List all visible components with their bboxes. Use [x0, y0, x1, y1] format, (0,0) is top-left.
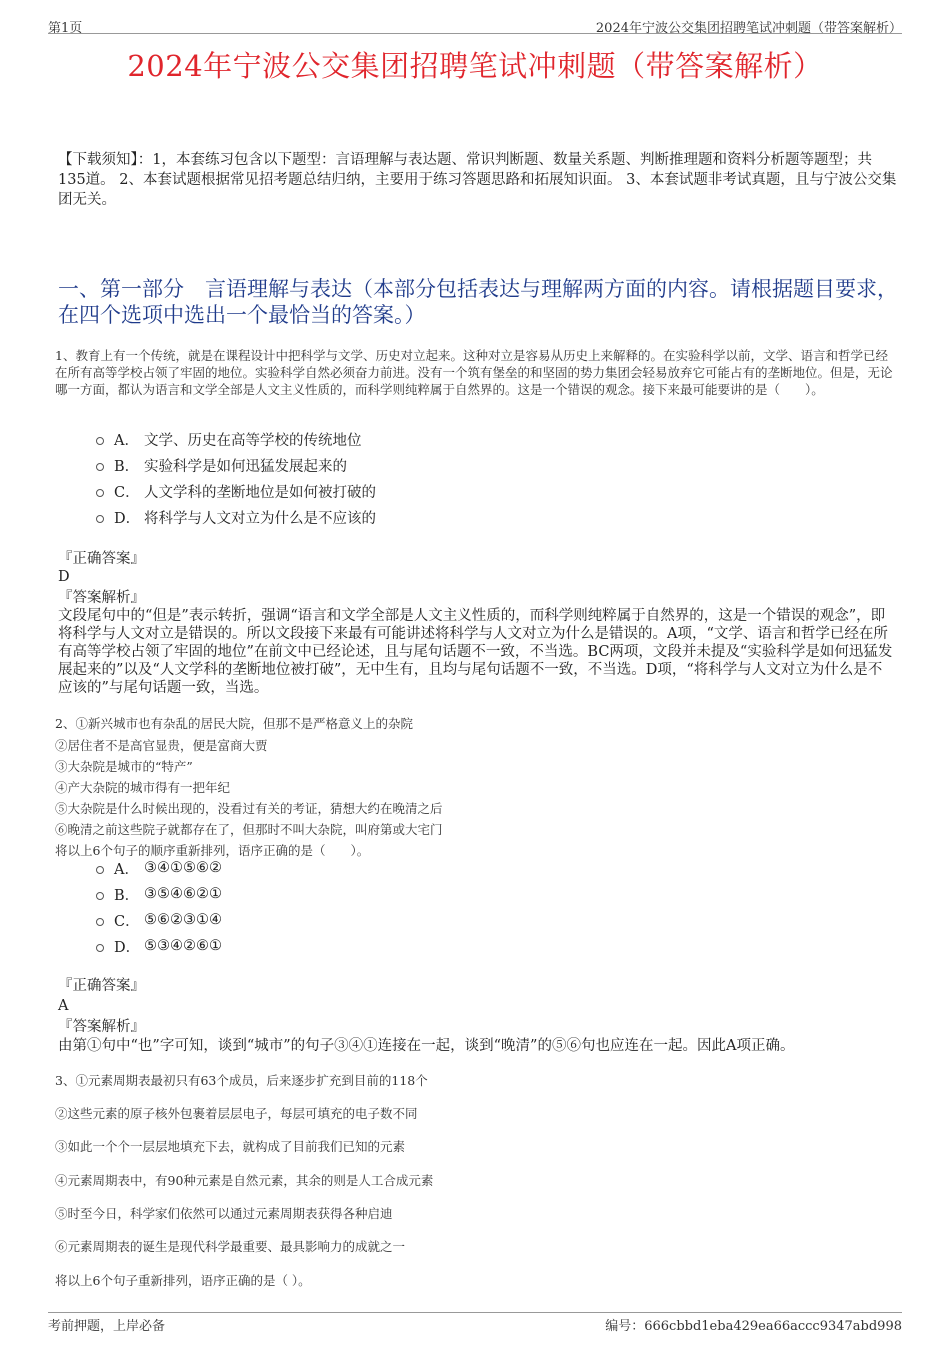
option-text: 将科学与人文对立为什么是不应该的 — [144, 510, 376, 527]
question-2-line: ④产大杂院的城市得有一把年纪 — [55, 780, 231, 795]
option-text: ③④①⑤⑥② — [144, 860, 222, 876]
option-key: B． — [114, 887, 140, 904]
answer-value: D — [58, 569, 70, 585]
question-3-prompt: 将以上6个句子重新排列，语序正确的是（ ）。 — [55, 1273, 311, 1288]
answer-value: A — [58, 998, 69, 1014]
option-b[interactable] — [96, 881, 696, 907]
option-c[interactable] — [96, 478, 696, 504]
option-key: D． — [114, 510, 141, 527]
option-text: ⑤③④②⑥① — [144, 938, 222, 954]
option-b[interactable] — [96, 452, 696, 478]
question-3-line: ③如此一个个一层层地填充下去，就构成了目前我们已知的元素 — [55, 1139, 406, 1154]
download-notice: 【下载须知】：1，本套练习包含以下题型：言语理解与表达题、常识判断题、数量关系题、判断推理题和资料分析题等题型；共135道。 2、本套试题根据常见招考题总结归纳，主要用于练习答题思路和拓展知识面。 3、本套试题非考试真题，且与宁波公交集团无关。 — [58, 152, 897, 208]
option-text: ③⑤④⑥②① — [144, 886, 222, 902]
radio-icon[interactable] — [96, 918, 104, 926]
option-text: 文学、历史在高等学校的传统地位 — [144, 432, 362, 449]
explanation-label: 『答案解析』 — [58, 1019, 145, 1035]
radio-icon[interactable] — [96, 515, 104, 523]
header-divider — [48, 33, 902, 34]
option-text: ⑤⑥②③①④ — [144, 912, 222, 928]
option-a[interactable] — [96, 855, 696, 881]
question-2-prompt: 将以上6个句子的顺序重新排列，语序正确的是（ ）。 — [55, 843, 370, 858]
explanation-label: 『答案解析』 — [58, 590, 145, 606]
question-3-line: ⑤时至今日，科学家们依然可以通过元素周期表获得各种启迪 — [55, 1206, 393, 1221]
option-c[interactable] — [96, 907, 696, 933]
page-header — [48, 14, 902, 34]
question-2-line: ③大杂院是城市的“特产” — [55, 759, 193, 774]
option-d[interactable] — [96, 504, 696, 530]
page-footer — [48, 1314, 902, 1332]
option-a[interactable] — [96, 426, 696, 452]
question-2-explanation: 由第①句中“也”字可知，谈到“城市”的句子③④①连接在一起，谈到“晚清”的⑤⑥句也应连在一起。因此A项正确。 — [58, 1038, 795, 1054]
radio-icon[interactable] — [96, 892, 104, 900]
serial-number: 编号：666cbbd1eba429ea66accc9347abd998 — [605, 1319, 902, 1334]
question-1-stem: 1、教育上有一个传统，就是在课程设计中把科学与文学、历史对立起来。这种对立是容易从历史上来解释的。在实验科学以前，文学、语言和哲学已经在所有高等学校占领了牢固的地位。实验科学自然必须奋力前进。没有一个筑有堡垒的和坚固的势力集团会轻易放弃它可能占有的垄断地位。但是，无论哪一方面，都认为语言和文学全部是人文主义性质的，而科学则纯粹属于自然界的。这是一个错误的观念。接下来最可能要讲的是（ ）。 — [55, 348, 893, 397]
option-key: C． — [114, 484, 140, 501]
document-title: 2024年宁波公交集团招聘笔试冲刺题（带答案解析） — [127, 49, 823, 83]
question-2-line: 2、①新兴城市也有杂乱的居民大院，但那不是严格意义上的杂院 — [55, 716, 413, 731]
footer-note: 考前押题，上岸必备 — [48, 1319, 166, 1334]
question-3-line: ②这些元素的原子核外包裹着层层电子，每层可填充的电子数不同 — [55, 1106, 418, 1121]
section-heading: 一、第一部分 言语理解与表达（本部分包括表达与理解两方面的内容。请根据题目要求，在四个选项中选出一个最恰当的答案。） — [58, 277, 898, 327]
question-3-line: ⑥元素周期表的诞生是现代科学最重要、最具影响力的成就之一 — [55, 1239, 406, 1254]
answer-label: 『正确答案』 — [58, 551, 145, 567]
option-key: D． — [114, 939, 141, 956]
option-text: 实验科学是如何迅猛发展起来的 — [144, 458, 347, 475]
question-1-explanation: 文段尾句中的“但是”表示转折，强调“语言和文学全部是人文主义性质的，而科学则纯粹属于自然界的，这是一个错误的观念”，即将科学与人文对立是错误的。所以文段接下来最有可能讲述将科学与人文对立为什么是错误的。A项，“文学、语言和哲学已经在所有高等学校占领了牢固的地位”在前文中已经论述，且与尾句话题不一致，不当选。BC两项，文段并未提及“实验科学是如何迅猛发展起来的”以及“人文学科的垄断地位被打破”，无中生有，且均与尾句话题不一致，不当选。D项，“将科学与人文对立为什么是不应该的”与尾句话题一致，当选。 — [58, 608, 893, 696]
option-text: 人文学科的垄断地位是如何被打破的 — [144, 484, 376, 501]
radio-icon[interactable] — [96, 463, 104, 471]
radio-icon[interactable] — [96, 437, 104, 445]
option-key: B． — [114, 458, 140, 475]
question-3-line: ④元素周期表中，有90种元素是自然元素，其余的则是人工合成元素 — [55, 1173, 434, 1188]
footer-divider — [48, 1312, 902, 1313]
header-doc-title: 2024年宁波公交集团招聘笔试冲刺题（带答案解析） — [595, 21, 902, 36]
option-d[interactable] — [96, 933, 696, 959]
radio-icon[interactable] — [96, 944, 104, 952]
page-number: 第1页 — [48, 21, 83, 36]
option-key: C． — [114, 913, 140, 930]
question-2-line: ⑥晚清之前这些院子就都存在了，但那时不叫大杂院，叫府第或大宅门 — [55, 822, 443, 837]
answer-label: 『正确答案』 — [58, 978, 145, 994]
question-3-line: 3、①元素周期表最初只有63个成员，后来逐步扩充到目前的118个 — [55, 1073, 428, 1088]
radio-icon[interactable] — [96, 866, 104, 874]
question-1-options — [96, 426, 696, 530]
radio-icon[interactable] — [96, 489, 104, 497]
option-key: A． — [114, 432, 139, 449]
question-2-line: ②居住者不是高官显贵，便是富商大贾 — [55, 738, 268, 753]
option-key: A． — [114, 861, 139, 878]
question-2-options — [96, 855, 696, 959]
question-2-line: ⑤大杂院是什么时候出现的，没看过有关的考证，猜想大约在晚清之后 — [55, 801, 443, 816]
